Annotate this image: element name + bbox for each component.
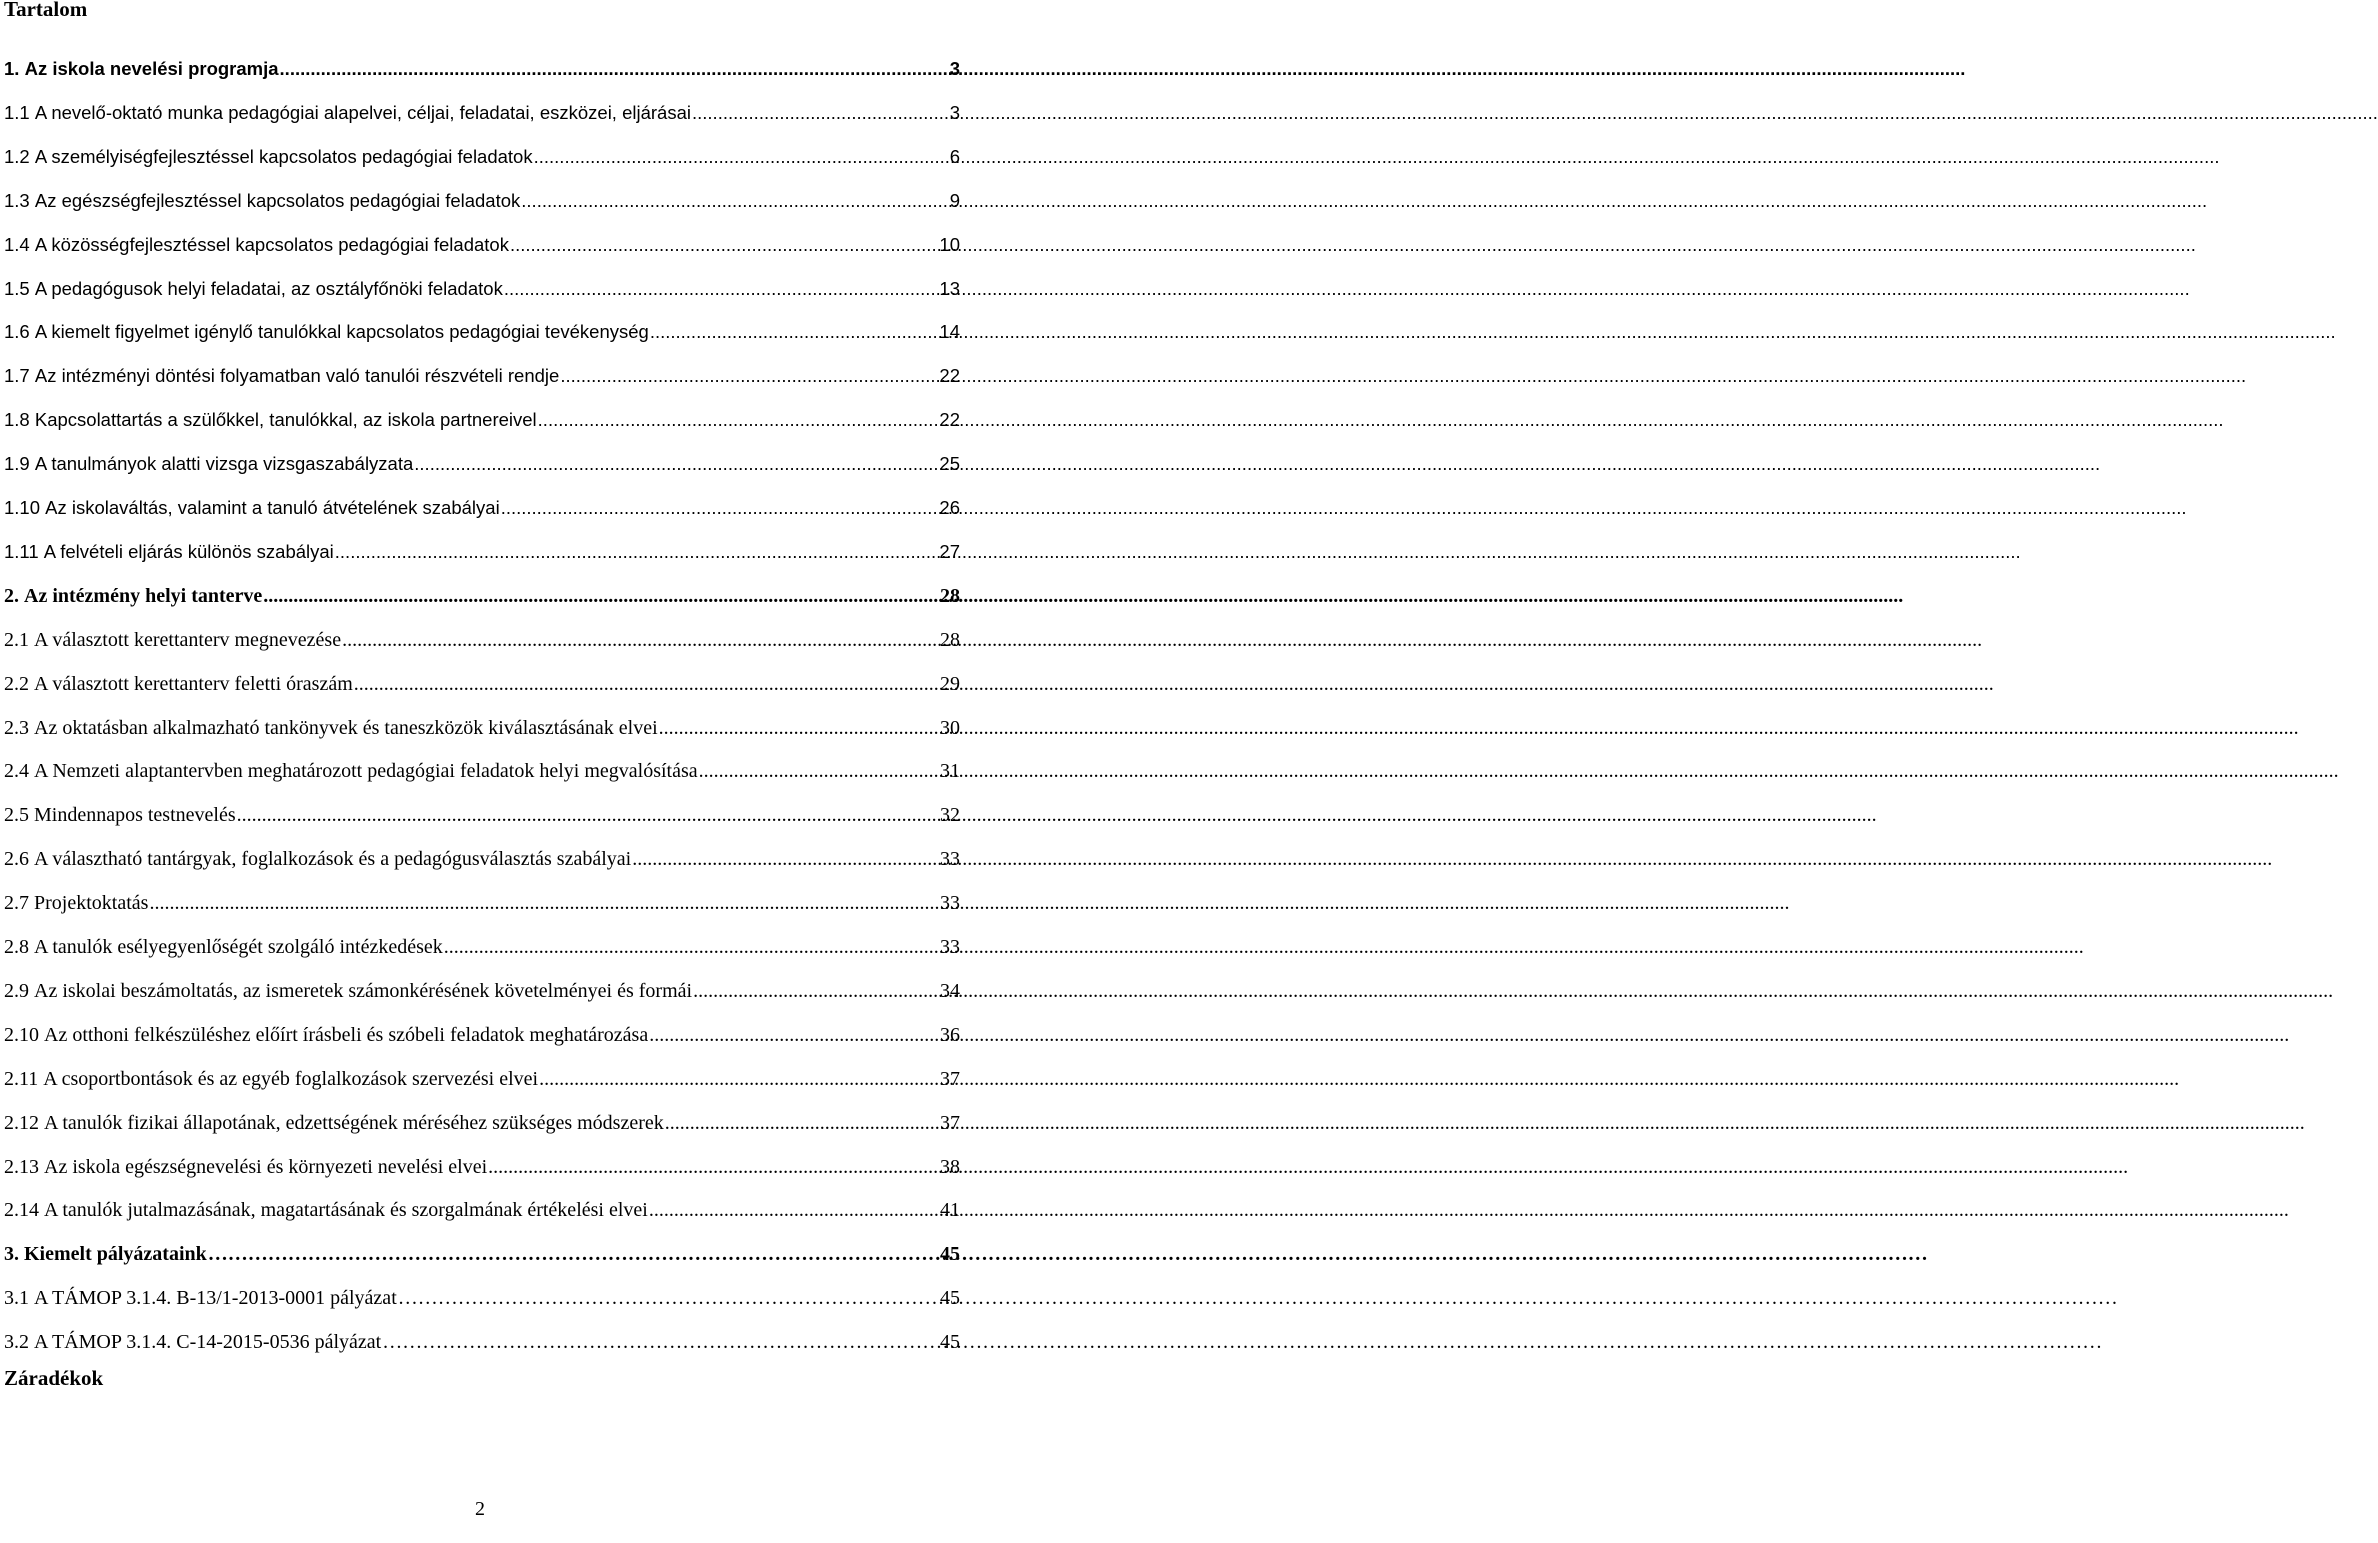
toc-entry[interactable] — [4, 189, 960, 213]
toc-entry-page: 29 — [940, 672, 960, 695]
toc-leader-dots — [398, 1286, 939, 1310]
toc-leader-dots — [521, 189, 948, 213]
toc-entry[interactable] — [4, 233, 960, 257]
toc-entry-page: 45 — [940, 1331, 960, 1354]
toc-entry-title: Mindennapos testnevelés — [34, 804, 236, 827]
toc-entry[interactable] — [4, 1286, 960, 1310]
toc-leader-dots — [659, 716, 939, 740]
toc-entry-number: 2.13 — [4, 1155, 39, 1178]
toc-entry-title: A választott kerettanterv megnevezése — [34, 628, 342, 651]
toc-entry-number: 1. — [4, 58, 20, 79]
toc-leader-dots — [354, 672, 939, 696]
toc-entry[interactable] — [4, 277, 960, 301]
toc-entry-page: 22 — [939, 365, 960, 387]
toc-entry[interactable] — [4, 1155, 960, 1179]
toc-entry[interactable] — [4, 57, 960, 81]
toc-entry-title: Az iskolaváltás, valamint a tanuló átvételének szabályai — [45, 497, 500, 518]
toc-leader-dots — [504, 277, 939, 301]
toc-entry-number: 3.1 — [4, 1287, 29, 1310]
toc-entry-page: 28 — [940, 584, 960, 607]
toc-entry-title: Az oktatásban alkalmazható tankönyvek és taneszközök kiválasztásának elvei — [34, 716, 658, 739]
toc-entry-number: 1.3 — [4, 189, 30, 211]
toc-leader-dots — [444, 935, 939, 959]
toc-entry-page: 13 — [939, 277, 960, 299]
toc-entry-title: Az iskolai beszámoltatás, az ismeretek számonkérésének követelményei és formái — [34, 979, 693, 1002]
toc-entry-page: 9 — [949, 189, 960, 211]
toc-entry-number: 2.6 — [4, 848, 29, 871]
toc-entry[interactable] — [4, 1242, 960, 1266]
toc-entry-number: 2.5 — [4, 804, 29, 827]
toc-leader-dots — [488, 1155, 939, 1179]
toc-leader-dots — [149, 891, 939, 915]
toc-entry-page: 32 — [940, 804, 960, 827]
toc-entry[interactable] — [4, 364, 960, 388]
toc-entry-number: 2.11 — [4, 1067, 39, 1090]
toc-leader-dots — [280, 57, 949, 81]
toc-entry-title: Az otthoni felkészüléshez előírt írásbeli és szóbeli feladatok meghatározása — [44, 1023, 649, 1046]
toc-entry-page: 30 — [940, 716, 960, 739]
toc-leader-dots — [665, 1111, 939, 1135]
toc-entry-number: 2.3 — [4, 716, 29, 739]
toc-entry[interactable] — [4, 1330, 960, 1354]
toc-entry-page: 41 — [940, 1199, 960, 1222]
toc-entry-title: Projektoktatás — [34, 892, 149, 915]
toc-entry[interactable] — [4, 1111, 960, 1135]
toc-entry-title: A tanulók esélyegyenlőségét szolgáló intézkedések — [34, 936, 443, 958]
toc-entry-title: A felvételi eljárás különös szabályai — [43, 540, 334, 562]
toc-entry-title: A személyiségfejlesztéssel kapcsolatos pedagógiai feladatok — [34, 145, 533, 167]
toc-leader-dots — [263, 584, 939, 608]
toc-entry[interactable] — [4, 320, 960, 344]
toc-entry-number: 1.11 — [4, 540, 39, 562]
toc-entry[interactable] — [4, 452, 960, 476]
toc-entry-title: Az intézményi döntési folyamatban való tanulói részvételi rendje — [34, 365, 560, 387]
toc-entry-number: 1.1 — [4, 101, 30, 123]
toc-entry-page: 26 — [939, 497, 960, 518]
toc-entry[interactable] — [4, 584, 960, 608]
toc-entry[interactable] — [4, 101, 960, 125]
toc-entry-page: 25 — [939, 453, 960, 475]
toc-entry-title: A TÁMOP 3.1.4. B-13/1-2013-0001 pályázat — [34, 1287, 397, 1310]
toc-entry-page: 33 — [940, 892, 960, 915]
toc-entry[interactable] — [4, 803, 960, 827]
toc-entry-page: 28 — [940, 628, 960, 651]
toc-entry[interactable] — [4, 145, 960, 169]
toc-entry[interactable] — [4, 759, 960, 783]
toc-leader-dots — [539, 1067, 939, 1091]
toc-entry-title: Az iskola nevelési programja — [24, 58, 279, 79]
toc-entry[interactable] — [4, 496, 960, 520]
toc-entry-page: 27 — [939, 540, 960, 562]
toc-leader-dots — [510, 233, 938, 257]
toc-leader-dots — [649, 1023, 939, 1047]
toc-entry-title: Az iskola egészségnevelési és környezeti nevelési elvei — [44, 1155, 488, 1178]
toc-leader-dots — [649, 1198, 939, 1222]
toc-entry[interactable] — [4, 979, 960, 1003]
toc-leader-dots — [699, 759, 939, 783]
toc-entry-title: A nevelő-oktató munka pedagógiai alapelvei, céljai, feladatai, eszközei, eljárásai — [34, 101, 691, 123]
toc-entry-number: 2.9 — [4, 979, 29, 1002]
toc-entry[interactable] — [4, 1067, 960, 1091]
toc-entry[interactable] — [4, 935, 960, 959]
toc-entry-title: A Nemzeti alaptantervben meghatározott pedagógiai feladatok helyi megvalósítása — [34, 760, 698, 783]
toc-entry-page: 10 — [939, 233, 960, 255]
toc-entry-title: A tanulmányok alatti vizsga vizsgaszabályzata — [34, 453, 414, 475]
toc-entry-page: 14 — [939, 321, 960, 343]
toc-entry-title: A választható tantárgyak, foglalkozások és a pedagógusválasztás szabályai — [34, 848, 632, 871]
toc-entry-number: 1.7 — [4, 365, 30, 387]
toc-entry-number: 2.1 — [4, 628, 29, 651]
toc-entry-number: 2.10 — [4, 1023, 39, 1046]
toc-leader-dots — [501, 496, 939, 520]
toc-entry-number: 3.2 — [4, 1331, 29, 1354]
toc-entry[interactable] — [4, 1198, 960, 1222]
toc-leader-dots — [382, 1330, 939, 1354]
toc-entry-page: 37 — [940, 1067, 960, 1090]
toc-entry-number: 2.8 — [4, 936, 29, 958]
appendix-heading: Záradékok — [4, 1366, 104, 1390]
toc-entry-page: 22 — [939, 409, 960, 431]
toc-entry-page: 38 — [940, 1155, 960, 1178]
toc-leader-dots — [538, 408, 939, 432]
toc-entry-number: 1.10 — [4, 497, 41, 518]
toc-entry[interactable] — [4, 716, 960, 740]
toc-entry-page: 37 — [940, 1111, 960, 1134]
toc-entry-page: 45 — [940, 1243, 960, 1266]
toc-entry-title: A kiemelt figyelmet igénylő tanulókkal kapcsolatos pedagógiai tevékenység — [34, 321, 649, 343]
toc-entry-number: 1.4 — [4, 233, 30, 255]
toc-entry[interactable] — [4, 408, 960, 432]
toc-entry-number: 1.9 — [4, 453, 30, 475]
toc-entry-page: 34 — [940, 979, 960, 1002]
toc-entry-page: 45 — [940, 1287, 960, 1310]
toc-entry-page: 31 — [940, 760, 960, 783]
toc-entry-title: A közösségfejlesztéssel kapcsolatos pedagógiai feladatok — [34, 233, 509, 255]
toc-entry-number: 2.4 — [4, 760, 29, 783]
toc-entry[interactable] — [4, 1023, 960, 1047]
toc-leader-dots — [560, 364, 938, 388]
toc-entry-title: Az intézmény helyi tanterve — [24, 584, 263, 607]
toc-leader-dots — [693, 979, 939, 1003]
toc-entry-number: 2.14 — [4, 1199, 39, 1222]
toc-entry-title: Az egészségfejlesztéssel kapcsolatos pedagógiai feladatok — [34, 189, 521, 211]
toc-entry-page: 3 — [949, 101, 960, 123]
toc-entry-number: 1.5 — [4, 277, 30, 299]
toc-leader-dots — [632, 847, 939, 871]
toc-entry-title: A csoportbontások és az egyéb foglalkozások szervezési elvei — [43, 1067, 539, 1090]
toc-leader-dots — [650, 320, 939, 344]
toc-entry-title: A választott kerettanterv feletti óraszám — [34, 672, 353, 695]
toc-entry-title: A tanulók fizikai állapotának, edzettségének méréséhez szükséges módszerek — [44, 1111, 664, 1134]
toc-leader-dots — [335, 540, 939, 564]
toc-entry[interactable] — [4, 628, 960, 652]
toc-entry-number: 3. — [4, 1243, 19, 1266]
toc-entry-number: 1.6 — [4, 321, 30, 343]
toc-entry-page: 6 — [949, 145, 960, 167]
toc-leader-dots — [342, 628, 939, 652]
toc-entry-number: 2.2 — [4, 672, 29, 695]
toc-entry[interactable] — [4, 540, 960, 564]
toc-entry[interactable] — [4, 891, 960, 915]
toc-entry-page: 36 — [940, 1023, 960, 1046]
toc-entry-number: 2.12 — [4, 1111, 39, 1134]
toc-leader-dots — [414, 452, 938, 476]
page-heading: Tartalom — [4, 0, 88, 21]
toc-entry-title: A pedagógusok helyi feladatai, az osztályfőnöki feladatok — [34, 277, 503, 299]
toc-entry-title: A TÁMOP 3.1.4. C-14-2015-0536 pályázat — [34, 1331, 382, 1354]
toc-entry-page: 33 — [940, 936, 960, 958]
toc-entry[interactable] — [4, 847, 960, 871]
toc-entry-page: 33 — [940, 848, 960, 871]
toc-leader-dots — [237, 803, 939, 827]
toc-entry-title: Kapcsolattartás a szülőkkel, tanulókkal, az iskola partnereivel — [34, 409, 537, 431]
toc-entry-number: 1.8 — [4, 409, 30, 431]
toc-entry-title: A tanulók jutalmazásának, magatartásának és szorgalmának értékelési elvei — [44, 1199, 648, 1222]
toc-entry-page: 3 — [949, 58, 960, 79]
toc-entry-title: Kiemelt pályázataink — [24, 1243, 207, 1266]
toc-leader-dots — [692, 101, 949, 125]
toc-entry[interactable] — [4, 672, 960, 696]
toc-leader-dots — [534, 145, 949, 169]
toc-entry-number: 2. — [4, 584, 19, 607]
toc-leader-dots — [208, 1242, 939, 1266]
page-number: 2 — [475, 1498, 485, 1520]
toc-entry-number: 2.7 — [4, 892, 29, 915]
toc-entry-number: 1.2 — [4, 145, 30, 167]
